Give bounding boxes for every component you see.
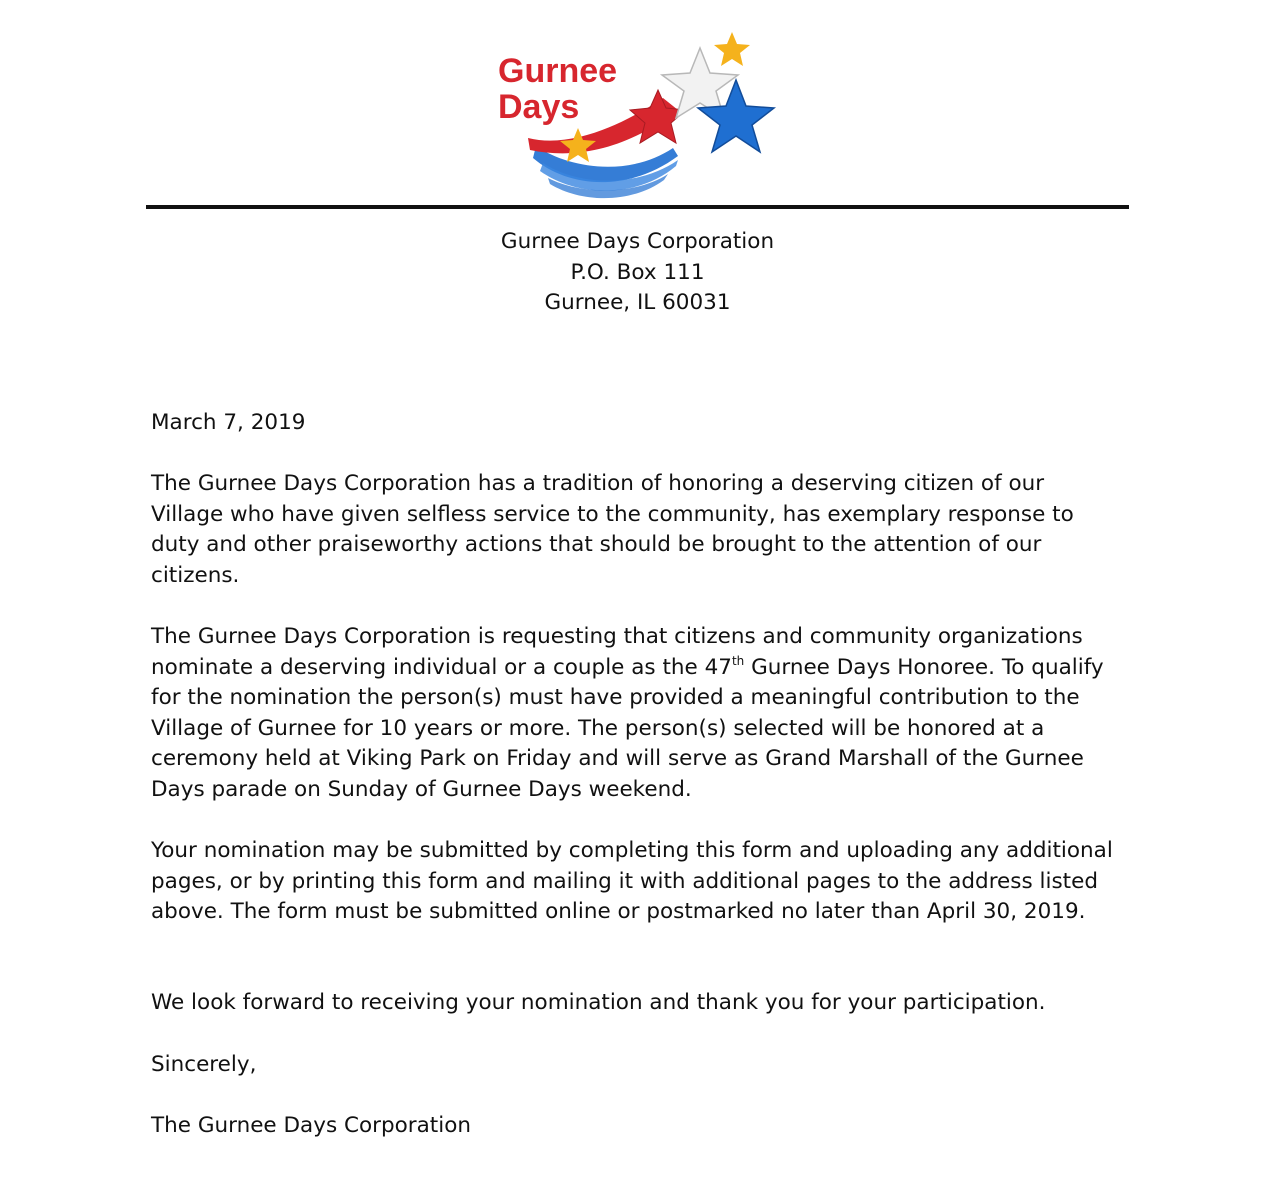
gurnee-days-logo bbox=[488, 28, 798, 203]
logo-text-line2: Days bbox=[498, 88, 580, 126]
logo-text-line1: Gurnee bbox=[498, 52, 618, 90]
blue-swoosh bbox=[533, 146, 678, 198]
gold-star-top-icon bbox=[714, 32, 750, 66]
letter-signature: The Gurnee Days Corporation bbox=[151, 1113, 471, 1138]
header-divider bbox=[146, 205, 1129, 209]
letter-paragraph-2-part-b: Gurnee Days Honoree. To qualify for the nomination the person(s) must have provided a meaningful contribution to the Village of Gurnee for 10 years or more. The person(s) selected will be honored at a ceremony held at Viking Park on Friday and will serve as Grand Marshall of the Gurnee Days parade on Sunday of Gurnee Days weekend. bbox=[151, 654, 1104, 802]
address-org: Gurnee Days Corporation bbox=[500, 229, 775, 254]
gurnee-days-logo-graphic bbox=[488, 28, 798, 203]
letter-paragraph-2-part-a: The Gurnee Days Corporation is requesting that citizens and community organizations nominate a deserving individual or a couple as the 47 bbox=[151, 624, 1083, 680]
letter-paragraph-3: Your nomination may be submitted by completing this form and uploading any additional pages, or by printing this form and mailing it with additional pages to the address listed above. The form must be submitted online or postmarked no later than April 30, 2019. bbox=[151, 838, 1113, 925]
address-block bbox=[0, 227, 1275, 319]
address-box: P.O. Box 111 bbox=[570, 259, 705, 285]
ordinal-suffix: th bbox=[731, 653, 745, 668]
letter-date: March 7, 2019 bbox=[151, 410, 306, 435]
letter-paragraph-2 bbox=[151, 622, 1121, 806]
letter-closing: Sincerely, bbox=[151, 1052, 257, 1077]
address-city: Gurnee, IL 60031 bbox=[544, 290, 731, 315]
gold-star-bottom-icon bbox=[560, 128, 596, 162]
letter-paragraph-1: The Gurnee Days Corporation has a tradition of honoring a deserving citizen of our Village who have given selfless service to the community, has exemplary response to duty and other praiseworthy actions that should be brought to the attention of our citizens. bbox=[151, 471, 1074, 588]
letter-paragraph-4: We look forward to receiving your nomination and thank you for your participation. bbox=[151, 990, 1046, 1015]
